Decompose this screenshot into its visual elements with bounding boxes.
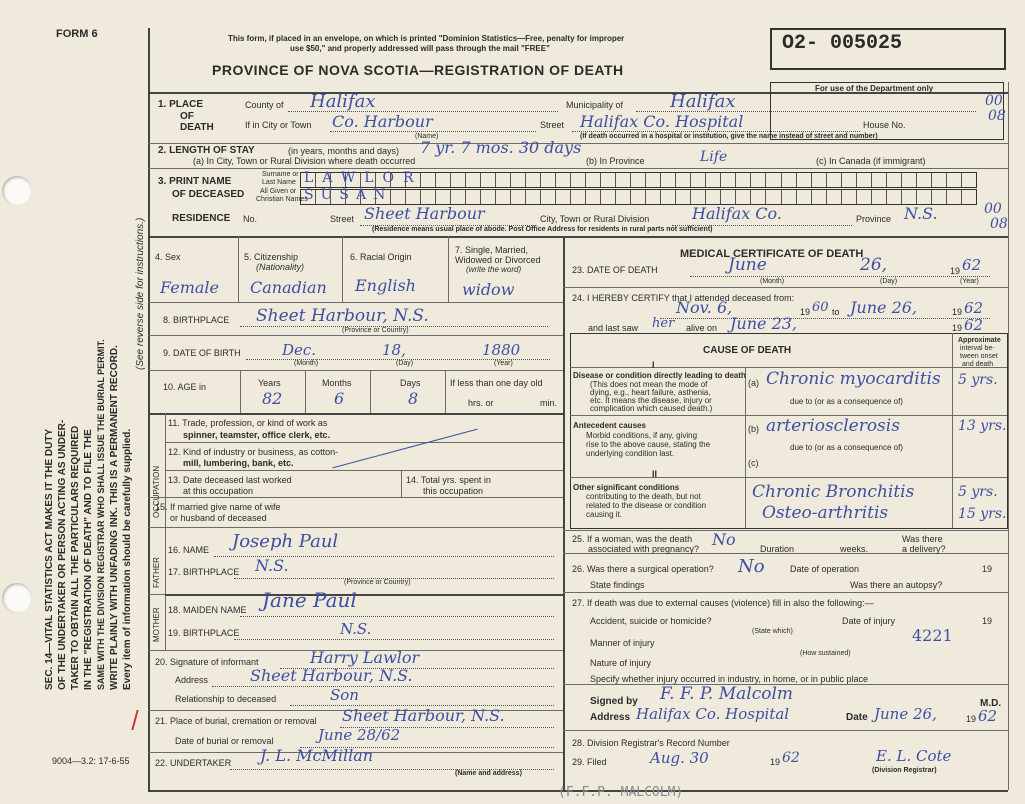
birthplace-value: Sheet Harbour, N.S. (256, 306, 429, 326)
dod-day: 26, (860, 255, 888, 275)
binder-hole-top (2, 176, 32, 206)
given-name-grid (300, 189, 977, 205)
interval-label-2: interval be- (960, 345, 995, 352)
marital-label-2: Widowed or Divorced (455, 255, 541, 265)
residence-label: RESIDENCE (172, 213, 231, 224)
given-label-2: Christian Names (256, 196, 308, 203)
county-label: County of (245, 100, 284, 110)
signed-date: June 26, (874, 705, 937, 723)
q19-label: 19. BIRTHPLACE (168, 628, 240, 638)
cause-b-interval: 13 yrs. (958, 418, 1007, 434)
county-value: Halifax (310, 91, 376, 112)
last-saw-label: and last saw (588, 323, 639, 333)
q23-label: 23. DATE OF DEATH (572, 265, 658, 275)
q15-line1: 15. If married give name of wife (155, 502, 281, 512)
informant-address-label: Address (175, 675, 209, 685)
dept-code-1: 00 (985, 93, 1003, 109)
md-label: M.D. (980, 698, 1002, 709)
interval-label-3: tween onset (960, 353, 998, 360)
disease-label-1: Disease or condition directly leading to death (573, 371, 746, 380)
residence-province-label: Province (856, 214, 892, 224)
stay-b-value: Life (700, 149, 728, 165)
q16-label: 16. NAME (168, 545, 210, 555)
residence-province-value: N.S. (904, 204, 938, 223)
burial-place: Sheet Harbour, N.S. (342, 706, 505, 725)
state-findings-label: State findings (590, 580, 645, 590)
q11-line1: 11. Trade, profession, or kind of work as (168, 418, 328, 428)
other-condition-2: Osteo-arthritis (762, 503, 889, 523)
age-hrs-label: hrs. or (468, 398, 494, 408)
cause-a-interval: 5 yrs. (958, 372, 998, 388)
burial-date: June 28/62 (318, 726, 401, 744)
delivery-label-2: a delivery? (902, 544, 946, 554)
dod-year-prefix: 19 (950, 266, 961, 276)
attended-to: June 26, (850, 298, 918, 317)
relationship-value: Son (330, 686, 359, 704)
age-days-label: Days (400, 378, 421, 388)
burial-date-label: Date of burial or removal (175, 736, 274, 746)
signed-date-label: Date (846, 712, 868, 723)
q25-value: No (712, 530, 736, 549)
informant-signature: Harry Lawlor (310, 648, 420, 667)
undertaker-value: J. L. McMillan (260, 746, 374, 765)
dept-code-2: 08 (988, 108, 1006, 124)
alive-year-prefix: 19 (952, 323, 963, 333)
occupation-side-label: OCCUPATION (152, 465, 161, 518)
q28-label: 28. Division Registrar's Record Number (572, 738, 730, 748)
dob-month-sub: (Month) (294, 360, 319, 367)
marital-label-1: 7. Single, Married, (455, 245, 529, 255)
sex-label: 4. Sex (155, 252, 181, 262)
q18-label: 18. MAIDEN NAME (168, 605, 247, 615)
q11-line2: spinner, teamster, office clerk, etc. (183, 430, 331, 440)
age-min-label: min. (540, 398, 558, 408)
cause-a-value: Chronic myocarditis (766, 369, 941, 389)
municipality-label: Municipality of (566, 100, 624, 110)
medical-certificate-title: MEDICAL CERTIFICATE OF DEATH (680, 248, 864, 260)
other-label-1: Other significant conditions (573, 483, 680, 492)
q26-value: No (738, 556, 765, 577)
age-years-label: Years (258, 378, 281, 388)
stay-c-label: (c) In Canada (if immigrant) (816, 156, 926, 166)
roman-one: I (652, 360, 655, 370)
dod-day-sub: (Day) (880, 278, 898, 285)
other-interval-1: 5 yrs. (958, 484, 998, 500)
q12-line2: mill, lumbering, bank, etc. (183, 458, 294, 468)
division-registrar-sub-label: (Division Registrar) (872, 767, 937, 774)
age-label: 10. AGE in (163, 382, 207, 392)
filed-date: Aug. 30 (650, 749, 709, 767)
due-to-label-2: due to (or as a consequence of) (790, 443, 903, 452)
division-registrar-signature: E. L. Cote (876, 747, 952, 765)
marital-value: widow (462, 280, 515, 299)
side-instructions-line1: SEC. 14—VITAL STATISTICS ACT MAKES IT THE DUTY (44, 428, 55, 690)
physician-address: Halifax Co. Hospital (636, 705, 790, 723)
weeks-label: weeks. (840, 544, 869, 554)
father-birthplace: N.S. (255, 556, 289, 575)
attended-to-year: 62 (964, 299, 984, 317)
attended-from: Nov. 6, (676, 298, 733, 317)
dod-year: 62 (962, 256, 982, 274)
other-label-2: contributing to the death, but not (586, 492, 701, 501)
q15-line2: or husband of deceased (170, 513, 267, 523)
alive-year: 62 (964, 316, 984, 334)
given-label-1: All Given or (260, 188, 297, 195)
stay-a-label: (a) In City, Town or Rural Division where death occurred (193, 156, 416, 166)
age-months-value: 6 (334, 389, 345, 408)
duration-label: Duration (760, 544, 795, 554)
q25-line1: 25. If a woman, was the death (572, 534, 693, 544)
q13-line2: at this occupation (183, 486, 254, 496)
manner-injury-label: Manner of injury (590, 638, 655, 648)
mother-name: Jane Paul (262, 588, 357, 612)
citizenship-label: 5. Citizenship (244, 252, 299, 262)
surname-label-1: Surname or (262, 171, 299, 178)
stay-b-label: (b) In Province (586, 156, 645, 166)
filed-year-prefix: 19 (770, 757, 781, 767)
form-title: PROVINCE OF NOVA SCOTIA—REGISTRATION OF DEATH (212, 62, 624, 78)
q14-line1: 14. Total yrs. spent in (406, 475, 491, 485)
residence-street-label: Street (330, 214, 355, 224)
q14-line2: this occupation (423, 486, 484, 496)
age-days-value: 8 (408, 389, 419, 408)
other-condition-1: Chronic Bronchitis (752, 482, 915, 502)
q25-line2: associated with pregnancy? (588, 544, 700, 554)
registration-number: O2- 005025 (782, 32, 903, 55)
antecedent-label-3: rise to the above cause, stating the (586, 440, 711, 449)
marital-label-3: (write the word) (466, 265, 522, 274)
mother-side-label: MOTHER (152, 607, 161, 642)
q12-line1: 12. Kind of industry or business, as cotton- (168, 447, 339, 457)
place-label-1: 1. PLACE (158, 99, 204, 110)
last-saw-value: her (652, 316, 675, 331)
dod-month-sub: (Month) (760, 278, 785, 285)
age-months-label: Months (322, 378, 352, 388)
disease-label-3: dying, e.g., heart failure, asthenia, (590, 388, 711, 397)
citizenship-sub-label: (Nationality) (256, 262, 305, 272)
relationship-label: Relationship to deceased (175, 694, 277, 704)
envelope-note-1: This form, if placed in an envelope, on which is printed "Dominion Statistics—Free, penalty for improper (228, 34, 625, 43)
signed-by-label: Signed by (590, 696, 638, 707)
nature-injury-label: Nature of injury (590, 658, 652, 668)
age-years-value: 82 (262, 389, 283, 408)
sex-value: Female (160, 278, 219, 297)
cause-c-label: (c) (748, 458, 759, 468)
age-less-label: If less than one day old (450, 378, 543, 388)
date-injury-year: 19 (982, 616, 993, 626)
mother-birthplace: N.S. (340, 620, 372, 638)
autopsy-label: Was there an autopsy? (850, 580, 943, 590)
antecedent-label-2: Morbid conditions, if any, giving (586, 431, 698, 440)
alive-on-value: June 23, (730, 314, 798, 333)
surname-value: LAWLOR (304, 170, 423, 186)
roman-two: II (652, 469, 658, 479)
pencil-note: (F.F.P. MALCOLM) (558, 785, 684, 800)
date-operation-year: 19 (982, 564, 993, 574)
binder-hole-bottom (2, 583, 32, 613)
hospital-note: (If death occurred in a hospital or institution, give the name instead of street and number) (580, 133, 878, 140)
father-name: Joseph Paul (232, 531, 339, 552)
q22-label: 22. UNDERTAKER (155, 758, 232, 768)
q27-label: 27. If death was due to external causes (violence) fill in also the following:— (572, 598, 874, 608)
city-value: Co. Harbour (332, 112, 433, 131)
place-label-2: OF (180, 111, 194, 122)
delivery-label-1: Was there (902, 534, 943, 544)
statistics-code: 4221 (912, 626, 953, 645)
attended-to-label: to (832, 307, 840, 317)
dob-year: 1880 (482, 341, 521, 359)
dept-code-3: 00 (984, 201, 1002, 217)
envelope-note-2: use $50," and properly addressed will pass through the mail "FREE" (290, 44, 550, 53)
house-label: House No. (863, 120, 906, 130)
stay-label: 2. LENGTH OF STAY (158, 145, 255, 156)
how-sustained-label: (How sustained) (800, 650, 851, 657)
q29-label: 29. Filed (572, 757, 607, 767)
specify-injury-label: Specify whether injury occurred in industry, in home, or in public place (590, 674, 868, 684)
dept-code-4: 08 (990, 216, 1008, 232)
interval-label-4: and death (962, 361, 994, 368)
father-country-sub: (Province or Country) (344, 579, 411, 586)
side-instructions-line6: WRITE PLAINLY WITH UNFADING INK. THIS IS A PERMANENT RECORD. (109, 345, 120, 690)
physician-signature: F. F. P. Malcolm (660, 684, 794, 704)
date-injury-label: Date of injury (842, 616, 896, 626)
citizenship-value: Canadian (250, 278, 327, 297)
side-instructions-line7: Every item of information should be carefully supplied. (122, 428, 133, 690)
dob-month: Dec. (282, 341, 317, 359)
due-to-label-1: due to (or as a consequence of) (790, 397, 903, 406)
municipality-value: Halifax (670, 91, 736, 112)
q13-line1: 13. Date deceased last worked (168, 475, 292, 485)
accident-label: Accident, suicide or homicide? (590, 616, 712, 626)
side-instructions-line3: TAKER TO OBTAIN ALL THE PARTICULARS REQUIRED (70, 425, 81, 690)
street-label: Street (540, 120, 565, 130)
dod-month: June (728, 255, 767, 275)
given-name-value: SUSAN (304, 187, 393, 203)
antecedent-label-1: Antecedent causes (573, 421, 646, 430)
other-label-3: related to the disease or condition (586, 501, 707, 510)
other-label-4: causing it. (586, 510, 623, 519)
side-instructions-line8: (See reverse side for instructions.) (135, 217, 146, 370)
filed-year: 62 (782, 750, 800, 766)
street-value: Halifax Co. Hospital (580, 112, 744, 131)
state-which-label: (State which) (752, 628, 793, 635)
informant-address: Sheet Harbour, N.S. (250, 666, 413, 685)
cause-a-label: (a) (748, 378, 759, 388)
dob-year-sub: (Year) (494, 360, 513, 367)
cause-b-label: (b) (748, 424, 759, 434)
alive-on-label: alive on (686, 323, 718, 333)
signed-year-prefix: 19 (966, 714, 977, 724)
signed-year: 62 (978, 707, 998, 725)
form-code: 9004—3.2: 17-6-55 (52, 756, 130, 766)
attended-to-year-prefix: 19 (952, 307, 963, 317)
q17-label: 17. BIRTHPLACE (168, 567, 240, 577)
side-instructions-line2: OF THE UNDERTAKER OR PERSON ACTING AS UNDER- (57, 419, 68, 690)
residence-division-label: City, Town or Rural Division (540, 214, 650, 224)
q20-label: 20. Signature of informant (155, 657, 259, 667)
form-number: FORM 6 (56, 28, 98, 40)
disease-label-5: complication which caused death.) (590, 404, 713, 413)
stay-value: 7 yr. 7 mos. 30 days (420, 138, 582, 157)
place-label-3: DEATH (180, 122, 214, 133)
attended-from-year: 60 (812, 300, 829, 315)
disease-label-4: etc. It means the disease, injury or (590, 396, 712, 405)
date-operation-label: Date of operation (790, 564, 860, 574)
dod-year-sub: (Year) (960, 278, 979, 285)
residence-no-label: No. (243, 214, 258, 224)
residence-note: (Residence means usual place of abode. Post Office Address for residents in rural parts not sufficient) (372, 226, 713, 233)
other-interval-2: 15 yrs. (958, 506, 1007, 522)
birthplace-sub-label: (Province or Country) (342, 327, 409, 334)
name-label-2: OF DECEASED (172, 189, 245, 200)
antecedent-label-4: underlying condition last. (586, 449, 675, 458)
q21-label: 21. Place of burial, cremation or removal (155, 716, 317, 726)
surname-label-2: Last Name (262, 179, 296, 186)
cause-of-death-title: CAUSE OF DEATH (703, 345, 792, 356)
undertaker-sub-label: (Name and address) (455, 770, 522, 777)
disease-label-2: (This does not mean the mode of (590, 380, 708, 389)
racial-origin-label: 6. Racial Origin (350, 252, 412, 262)
birthplace-label: 8. BIRTHPLACE (163, 315, 230, 325)
dob-day-sub: (Day) (396, 360, 414, 367)
q26-label: 26. Was there a surgical operation? (572, 564, 714, 574)
name-label-1: 3. PRINT NAME (158, 176, 232, 187)
q24-label: 24. I HEREBY CERTIFY that I attended deceased from: (572, 293, 795, 303)
cause-b-value: arteriosclerosis (766, 416, 900, 436)
stay-label-sub: (in years, months and days) (288, 146, 400, 156)
racial-origin-value: English (355, 276, 416, 295)
city-label: If in City or Town (245, 120, 312, 130)
physician-address-label: Address (590, 712, 631, 723)
attended-from-year-prefix: 19 (800, 307, 811, 317)
department-use-label: For use of the Department only (815, 84, 934, 93)
interval-label-1: Approximate (958, 337, 1001, 344)
dob-label: 9. DATE OF BIRTH (163, 348, 241, 358)
residence-division-value: Halifax Co. (692, 204, 782, 223)
father-side-label: FATHER (152, 557, 161, 588)
residence-street-value: Sheet Harbour (364, 204, 485, 223)
side-instructions-line5: SAME WITH THE DIVISION REGISTRAR WHO SHALL ISSUE THE BURIAL PERMIT. (96, 339, 106, 690)
dob-day: 18, (382, 341, 406, 359)
side-instructions-line4: IN THE "REGISTRATION OF DEATH" AND TO FILE THE (83, 429, 94, 690)
name-sub-label: (Name) (415, 133, 439, 140)
